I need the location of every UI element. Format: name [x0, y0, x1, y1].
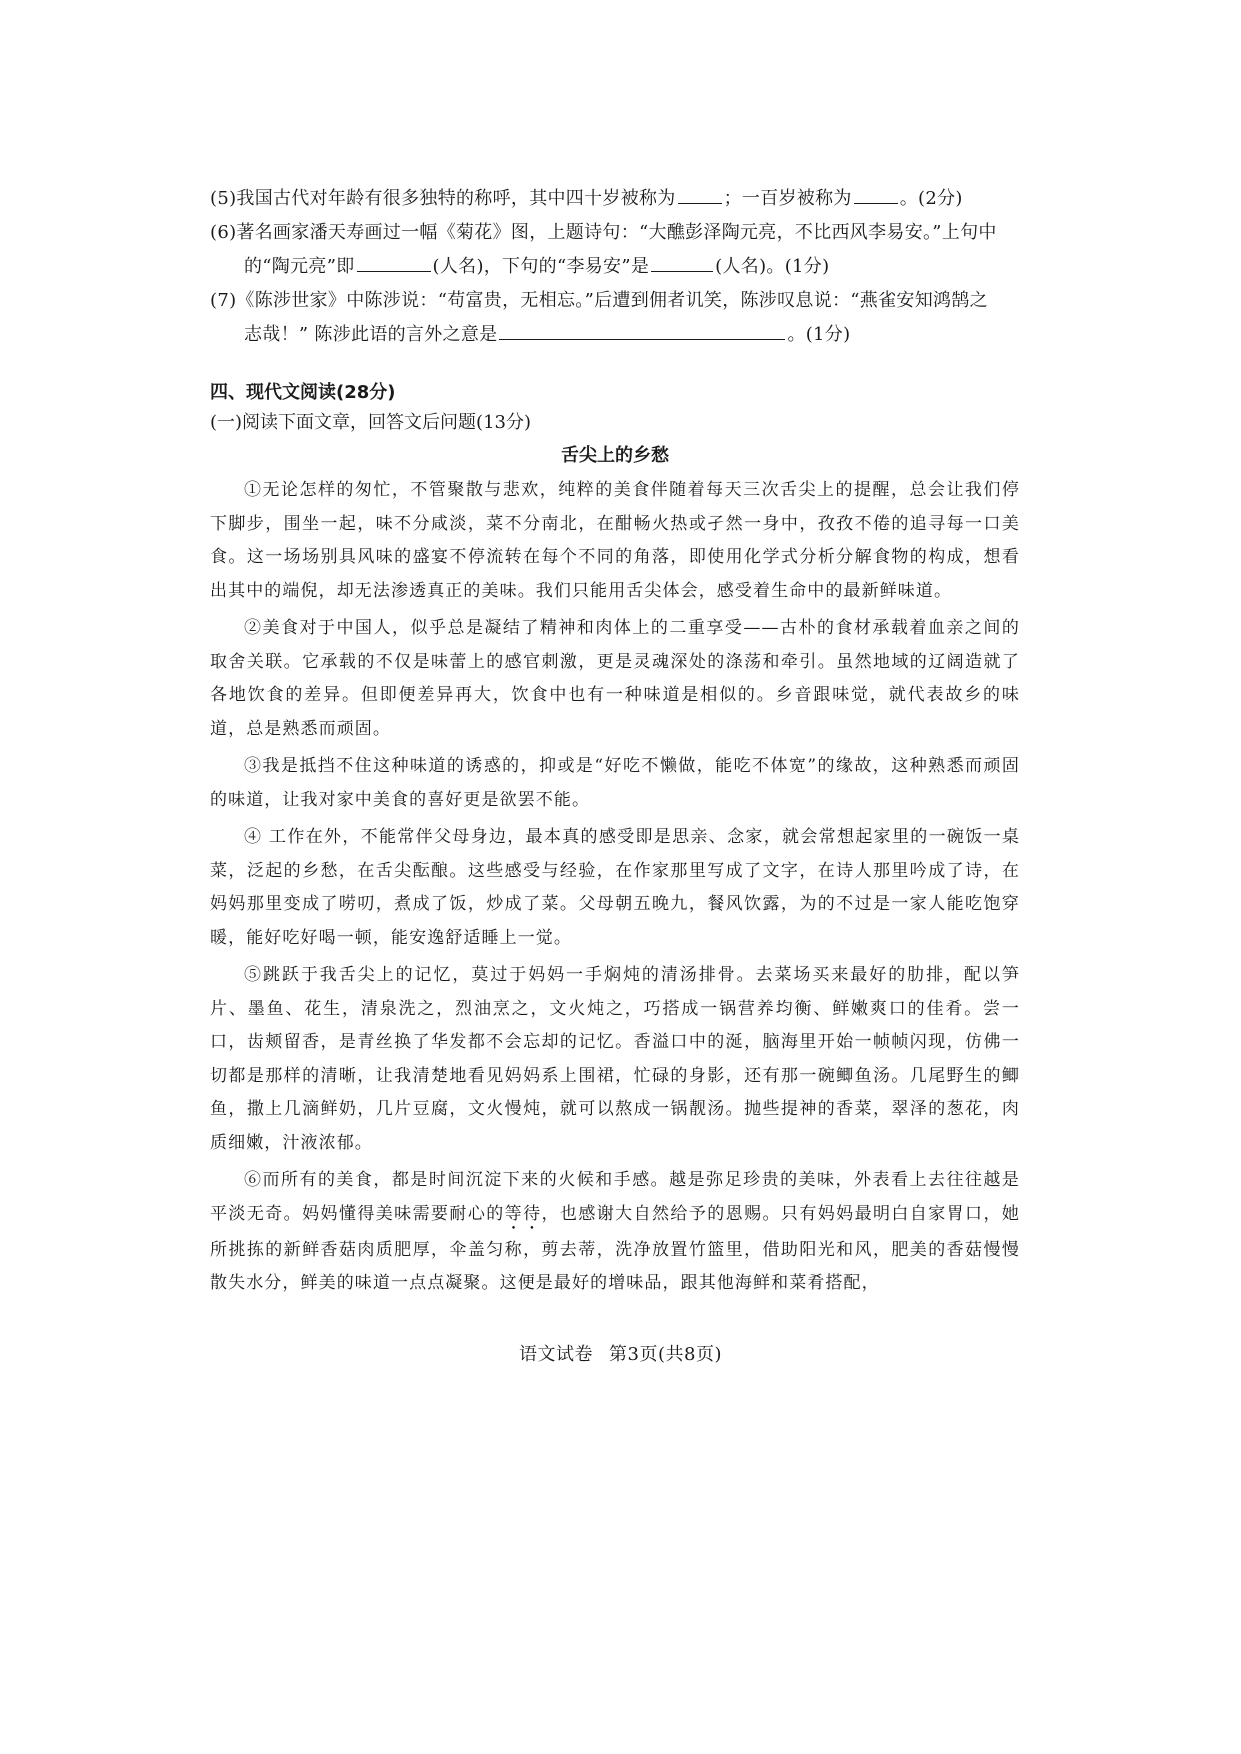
- question-5: [210, 182, 1020, 216]
- answer-blank[interactable]: [357, 253, 431, 272]
- question-7-text-a: 志哉！” 陈涉此语的言外之意是: [244, 324, 498, 345]
- article-paragraph-4: ④ 工作在外，不能常伴父母身边，最本真的感受即是思亲、念家，就会常想起家里的一碗饭一桌菜，泛起的乡愁，在舌尖酝酿。这些感受与经验，在作家那里写成了文字，在诗人那里吟成了诗，在妈妈那里变成了唠叨，煮成了饭，炒成了菜。父母朝五晚九，餐风饮露，为的不过是一家人能吃饱穿暖，能好吃好喝一顿，能安逸舒适睡上一觉。: [210, 827, 1020, 948]
- answer-blank[interactable]: [854, 185, 898, 204]
- article-paragraph-6: [210, 1164, 1020, 1301]
- question-7-line-1: (7)《陈涉世家》中陈涉说：“苟富贵，无相忘。”后遭到佣者讥笑，陈涉叹息说：“燕雀安知鸿鹄之: [210, 290, 988, 311]
- answer-blank[interactable]: [499, 321, 785, 340]
- exam-page: [210, 182, 1020, 1305]
- question-6-text-a: 的“陶元亮”即: [244, 256, 355, 277]
- question-6-line-2: [210, 250, 1020, 284]
- article-paragraph-5: ⑤跳跃于我舌尖上的记忆，莫过于妈妈一手焖炖的清汤排骨。去菜场买来最好的肋排，配以笋片、墨鱼、花生，清泉洗之，烈油烹之，文火炖之，巧搭成一锅营养均衡、鲜嫩爽口的佳肴。尝一口，齿颊留香，是青丝换了华发都不会忘却的记忆。香溢口中的涎，脑海里开始一帧帧闪现，仿佛一切都是那样的清晰，让我清楚地看见妈妈系上围裙，忙碌的身影，还有那一碗鲫鱼汤。几尾野生的鲫鱼，撒上几滴鲜奶，几片豆腐，文火慢炖，就可以熬成一锅靓汤。抛些提神的香菜，翠泽的葱花，肉质细嫩，汁液浓郁。: [210, 965, 1020, 1153]
- answer-blank[interactable]: [678, 185, 722, 204]
- question-6-line-1: (6)著名画家潘天寿画过一幅《菊花》图，上题诗句：“大醮彭泽陶元亮，不比西风李易安。”上句中: [210, 222, 997, 243]
- emphasized-word: 等待: [504, 1203, 542, 1224]
- footer-subject: 语文试卷: [519, 1344, 594, 1365]
- question-5-text-b: ；一百岁被称为: [723, 188, 852, 209]
- footer-page-number: 第3页(共8页): [609, 1344, 722, 1365]
- section-heading: 四、现代文阅读(28分): [210, 382, 396, 403]
- article-title: 舌尖上的乡愁: [561, 445, 669, 466]
- answer-blank[interactable]: [651, 253, 713, 272]
- page-footer: [0, 1340, 1241, 1366]
- article-paragraph-2: ②美食对于中国人，似乎总是凝结了精神和肉体上的二重享受——古朴的食材承载着血亲之间的取舍关联。它承载的不仅是味蕾上的感官刺激，更是灵魂深处的涤荡和牵引。虽然地域的辽阔造就了各地饮食的差异。但即便差异再大，饮食中也有一种味道是相似的。乡音跟味觉，就代表故乡的味道，总是熟悉而顽固。: [210, 618, 1020, 739]
- article-paragraph-1: ①无论怎样的匆忙，不管聚散与悲欢，纯粹的美食伴随着每天三次舌尖上的提醒，总会让我们停下脚步，围坐一起，味不分咸淡，菜不分南北，在酣畅火热或孑然一身中，孜孜不倦的追寻每一口美食。这一场场别具风味的盛宴不停流转在每个不同的角落，即使用化学式分析分解食物的构成，想看出其中的端倪，却无法渗透真正的美味。我们只能用舌尖体会，感受着生命中的最新鲜味道。: [210, 480, 1020, 601]
- question-6-text-b: (人名)，下句的“李易安”是: [432, 256, 650, 277]
- paragraph-6-text-a: ⑥而所有的美食，都是时间沉淀下来的火候和手感。越是弥足珍贵的美味，外表看上去往往越是平淡无奇。妈妈懂得美味需要耐心的: [210, 1170, 1020, 1224]
- question-5-text-c: 。(2分): [899, 188, 963, 209]
- paragraph-6-text-b: ，也感谢大自然给予的恩赐。只有妈妈最明白自家胃口，她所挑拣的新鲜香菇肉质肥厚，伞盖匀称，剪去蒂，洗净放置竹篮里，借助阳光和风，肥美的香菇慢慢散失水分，鲜美的味道一点点凝聚。这便是最好的增味品，跟其他海鲜和菜肴搭配，: [210, 1203, 1020, 1293]
- question-6-text-c: (人名)。(1分): [715, 256, 830, 277]
- article-paragraph-3: ③我是抵挡不住这种味道的诱惑的，抑或是“好吃不懒做，能吃不体宽”的缘故，这种熟悉而顽固的味道，让我对家中美食的喜好更是欲罢不能。: [210, 756, 1020, 810]
- question-7-line-2: [210, 318, 1020, 352]
- section-subheading: (一)阅读下面文章，回答文后问题(13分): [210, 412, 531, 433]
- question-7-text-b: 。(1分): [787, 324, 851, 345]
- question-5-text-a: (5)我国古代对年龄有很多独特的称呼，其中四十岁被称为: [210, 188, 676, 209]
